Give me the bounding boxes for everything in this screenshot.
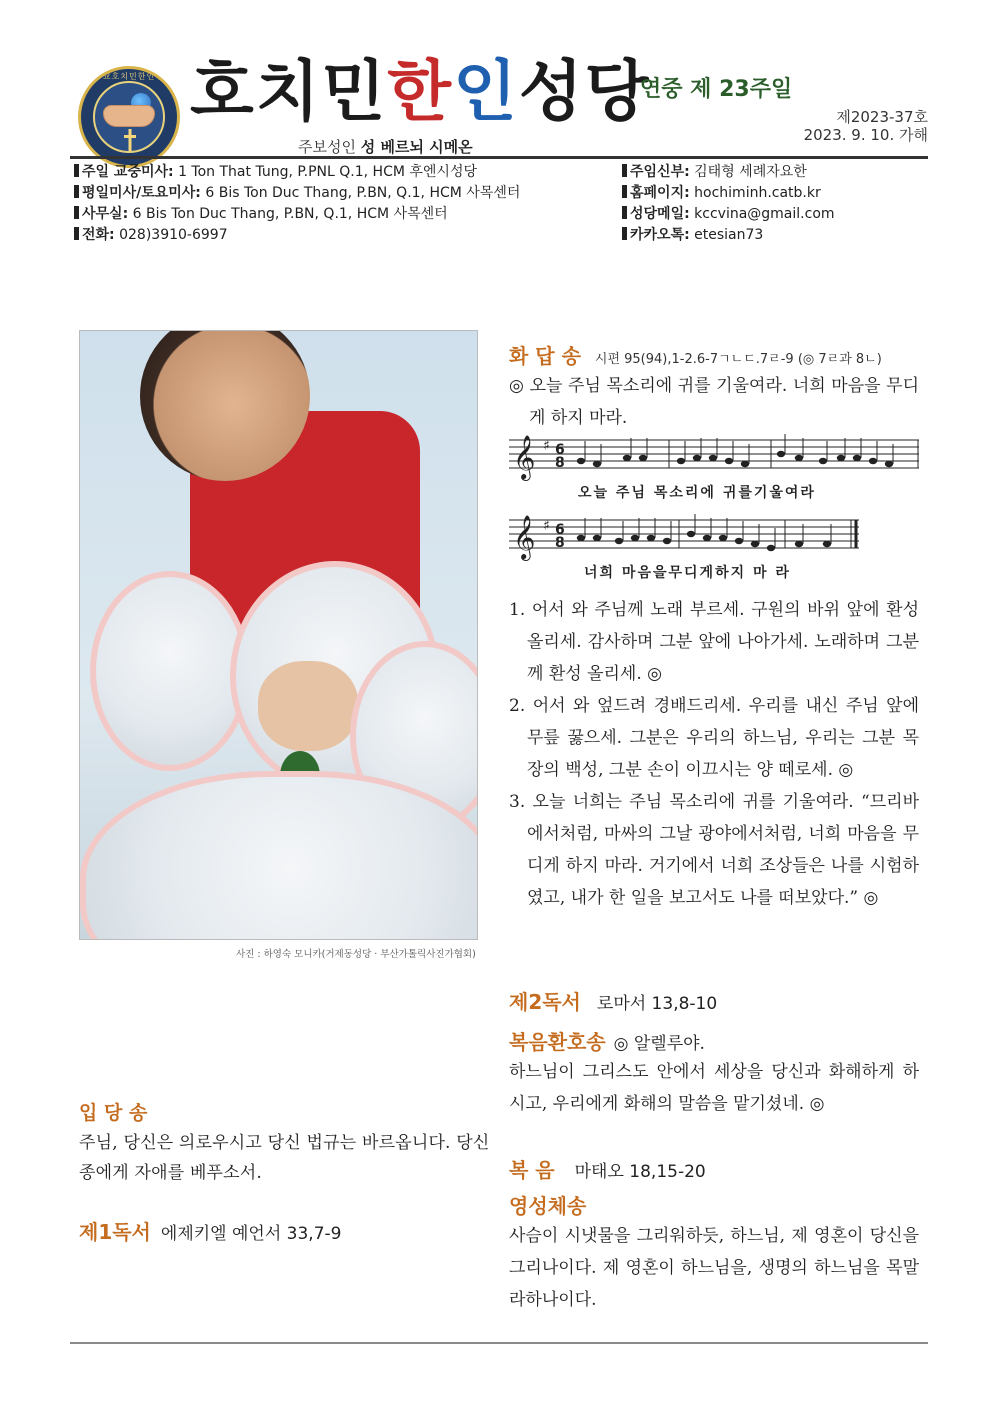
bullet-icon	[74, 227, 79, 240]
gospel-ref: 마태오 18,15-20	[574, 1162, 706, 1182]
entrance-text: 주님, 당신은 의로우시고 당신 법규는 바르옵니다. 당신 종에게 자애를 베푸소서.	[79, 1133, 490, 1183]
score-lyrics-2: 너희 마음을무디게하지 마 라	[584, 565, 791, 581]
gospel	[509, 1154, 706, 1183]
patron-prefix: 주보성인	[298, 138, 356, 156]
parish-logo	[78, 66, 180, 168]
info-label: 사무실:	[82, 206, 129, 222]
communion-heading	[509, 1190, 586, 1219]
info-label: 성당메일:	[630, 206, 690, 222]
bullet-icon	[74, 185, 79, 198]
alleluia-title: 복음환호송	[509, 1030, 606, 1054]
music-staff-1	[509, 430, 919, 490]
issue-date: 2023. 9. 10. 가해	[803, 126, 928, 144]
note-head	[703, 535, 711, 541]
note-head	[593, 461, 601, 467]
first-communion-photo	[79, 330, 478, 940]
note-head	[751, 541, 759, 547]
photo-girl	[258, 661, 358, 751]
issue-number: 제2023-37호	[836, 108, 928, 126]
info-row	[622, 183, 835, 204]
title-part-2: 한	[387, 52, 454, 130]
info-row	[622, 162, 835, 183]
alleluia-text: 하느님이 그리스도 안에서 세상을 당신과 화해하게 하시고, 우리에게 화해의 말씀을 맡기셨네. ◎	[509, 1062, 919, 1114]
info-label: 전화:	[82, 227, 115, 243]
info-right	[622, 162, 835, 246]
staff-svg-2	[509, 510, 919, 570]
info-row	[622, 225, 835, 246]
logo-ring-text: 천주교호치민한인성당	[85, 72, 173, 81]
note-head	[593, 535, 601, 541]
note-head	[623, 455, 631, 461]
info-row	[622, 204, 835, 225]
note-head	[677, 458, 685, 464]
title-part-4: 성당	[518, 52, 651, 130]
note-head	[719, 535, 727, 541]
title-part-3: 인	[453, 52, 519, 130]
info-label: 주일 교중미사:	[82, 164, 174, 180]
alleluia-label: ◎ 알렐루야.	[613, 1034, 705, 1054]
info-value: 6 Bis Ton Duc Thang, P.BN, Q.1, HCM 사목센터	[128, 206, 448, 222]
reading1-ref: 에제키엘 예언서 33,7-9	[160, 1224, 342, 1244]
footer-divider	[70, 1342, 928, 1344]
score-lyrics-1: 오늘 주님 목소리에 귀를기울여라	[578, 485, 816, 501]
note-head	[663, 538, 671, 544]
note-head	[735, 538, 743, 544]
note-head	[837, 455, 845, 461]
note-head	[853, 455, 861, 461]
alleluia-text-block	[509, 1056, 919, 1120]
note-head	[725, 458, 733, 464]
staff-svg-1	[509, 430, 919, 490]
info-row	[74, 225, 520, 246]
info-value: 김태형 세례자요한	[689, 164, 807, 180]
refrain-text: ◎ 오늘 주님 목소리에 귀를 기울여라. 너희 마음을 무디게 하지 마라.	[509, 376, 919, 428]
note-head	[577, 458, 585, 464]
photo-veil	[90, 571, 250, 771]
reading2	[509, 986, 717, 1015]
svg-text:8: 8	[555, 455, 565, 471]
info-value: 028)3910-6997	[114, 227, 228, 243]
note-head	[709, 455, 717, 461]
entrance-title: 입 당 송	[79, 1102, 148, 1124]
info-label: 평일미사/토요미사:	[82, 185, 201, 201]
svg-text:𝄞: 𝄞	[513, 515, 536, 559]
svg-text:6: 6	[555, 522, 565, 538]
info-row	[74, 183, 520, 204]
info-label: 홈페이지:	[630, 185, 690, 201]
psalm-ref: 시편 95(94),1-2.6-7ㄱㄴㄷ.7ㄹ-9 (◎ 7ㄹ과 8ㄴ)	[594, 352, 882, 367]
info-label: 카카오톡:	[630, 227, 690, 243]
note-head	[741, 461, 749, 467]
info-label: 주임신부:	[630, 164, 690, 180]
svg-text:6: 6	[555, 442, 565, 458]
note-head	[647, 535, 655, 541]
svg-text:8: 8	[555, 535, 565, 551]
homepage-link[interactable]: hochiminh.catb.kr	[689, 185, 821, 201]
bullet-icon	[622, 164, 627, 177]
communion-text-block	[509, 1220, 919, 1316]
reading1-title: 제1독서	[79, 1220, 151, 1244]
header-divider	[70, 156, 928, 159]
note-head	[885, 461, 893, 467]
psalm-refrain	[509, 370, 919, 434]
patron-name: 성 베르뇌 시메온	[360, 138, 473, 156]
liturgical-week: 연중 제 23주일	[640, 77, 793, 102]
note-head	[767, 545, 775, 551]
psalm-verses	[509, 594, 919, 914]
photo-veil	[80, 771, 478, 940]
svg-text:𝄞: 𝄞	[513, 435, 536, 479]
note-head	[819, 458, 827, 464]
communion-text: 사슴이 시냇물을 그리워하듯, 하느님, 제 영혼이 당신을 그리나이다. 제 영혼이 하느님을, 생명의 하느님을 목말라하나이다.	[509, 1226, 919, 1310]
note-head	[795, 455, 803, 461]
info-row	[74, 204, 520, 225]
svg-text:♯: ♯	[543, 518, 550, 534]
note-head	[615, 538, 623, 544]
bullet-icon	[74, 164, 79, 177]
bullet-icon	[622, 206, 627, 219]
photo-credit: 사진 : 하영숙 모니카(거제동성당 · 부산가톨릭사진가협회)	[236, 949, 476, 960]
psalm-verse-2: 2. 어서 와 엎드려 경배드리세. 우리를 내신 주님 앞에 무릎 꿇으세. 그분은 우리의 하느님, 우리는 그분 목장의 백성, 그분 손이 이끄시는 양 떼로세. ◎	[509, 696, 919, 780]
note-head	[693, 455, 701, 461]
cross-icon	[123, 129, 137, 151]
bullet-icon	[622, 185, 627, 198]
info-left	[74, 162, 520, 246]
reading2-title: 제2독서	[509, 990, 581, 1014]
hand-icon	[103, 105, 155, 127]
svg-text:♯: ♯	[543, 438, 550, 454]
psalm-heading	[509, 340, 882, 369]
reading1	[79, 1216, 341, 1245]
note-head	[639, 455, 647, 461]
title-part-1: 호치민	[190, 52, 388, 130]
note-head	[869, 458, 877, 464]
communion-title: 영성체송	[509, 1194, 587, 1218]
note-head	[687, 531, 695, 537]
psalm-verse-1: 1. 어서 와 주님께 노래 부르세. 구원의 바위 앞에 환성 올리세. 감사하며 그분 앞에 나아가세. 노래하며 그분께 환성 올리세. ◎	[509, 600, 919, 684]
gospel-title: 복 음	[509, 1158, 555, 1182]
note-head	[577, 535, 585, 541]
psalm-verse-3: 3. 오늘 너희는 주님 목소리에 귀를 기울여라. “므리바에서처럼, 마싸의 그날 광야에서처럼, 너희 마음을 무디게 하지 마라. 거기에서 너희 조상들은 나를 시험하였고, 내가 한 일을 보고서도 나를 떠보았다.” ◎	[509, 792, 919, 908]
note-head	[795, 541, 803, 547]
info-row	[74, 162, 520, 183]
music-staff-2	[509, 510, 919, 570]
note-head	[631, 535, 639, 541]
bullet-icon	[74, 206, 79, 219]
parish-title	[190, 52, 651, 130]
alleluia-heading	[509, 1026, 705, 1055]
info-value: etesian73	[689, 227, 764, 243]
info-value: 6 Bis Ton Duc Thang, P.BN, Q.1, HCM 사목센터	[200, 185, 521, 201]
bullet-icon	[622, 227, 627, 240]
reading2-ref: 로마서 13,8-10	[596, 994, 718, 1014]
patron-saint	[298, 136, 473, 157]
info-value: 1 Ton That Tung, P.PNL Q.1, HCM 후엔시성당	[173, 164, 478, 180]
issue-info	[804, 108, 928, 144]
note-head	[823, 541, 831, 547]
email-link[interactable]: kccvina@gmail.com	[689, 206, 835, 222]
psalm-title: 화 답 송	[509, 344, 581, 368]
note-head	[777, 451, 785, 457]
